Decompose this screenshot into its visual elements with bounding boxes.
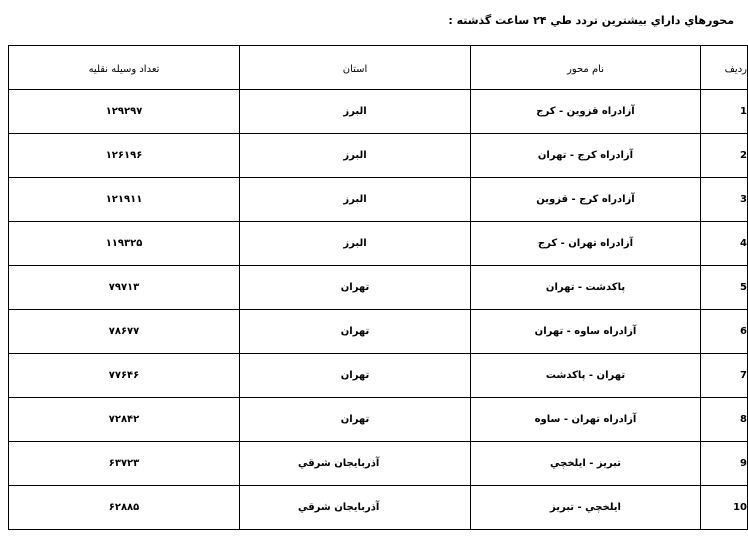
road-name: آزادراه تهران - كرج <box>471 222 701 266</box>
table-caption: محورهاي داراي بيشترين تردد طي ۲۴ ساعت گذشته : <box>448 14 734 27</box>
vehicle-count: ۷۲۸۴۲ <box>9 398 240 442</box>
province: آذربايجان شرقي <box>240 486 471 530</box>
province: البرز <box>240 134 471 178</box>
row-number: 3 <box>700 178 747 222</box>
road-name: آزادراه كرج - قزوين <box>471 178 701 222</box>
row-number: 1 <box>700 90 747 134</box>
vehicle-count: ۷۹۷۱۳ <box>9 266 240 310</box>
table-row <box>9 90 748 134</box>
table-row <box>9 398 748 442</box>
province: البرز <box>240 90 471 134</box>
province: البرز <box>240 178 471 222</box>
road-name: آزادراه ساوه - تهران <box>471 310 701 354</box>
header-province: استان <box>240 46 471 90</box>
province: تهران <box>240 310 471 354</box>
vehicle-count: ۱۲۱۹۱۱ <box>9 178 240 222</box>
row-number: 5 <box>700 266 747 310</box>
province: البرز <box>240 222 471 266</box>
table-row <box>9 310 748 354</box>
province: تهران <box>240 354 471 398</box>
province: آذربايجان شرقي <box>240 442 471 486</box>
road-name: پاكدشت - تهران <box>471 266 701 310</box>
row-number: 6 <box>700 310 747 354</box>
province: تهران <box>240 398 471 442</box>
road-name: تهران - پاكدشت <box>471 354 701 398</box>
table-row <box>9 134 748 178</box>
vehicle-count: ۶۳۷۲۳ <box>9 442 240 486</box>
traffic-table <box>8 45 748 530</box>
vehicle-count: ۷۷۶۴۶ <box>9 354 240 398</box>
road-name: آزادراه كرج - تهران <box>471 134 701 178</box>
row-number: 10 <box>700 486 747 530</box>
table-row <box>9 178 748 222</box>
row-number: 4 <box>700 222 747 266</box>
table-row <box>9 486 748 530</box>
header-vehicle-count: تعداد وسيله نقليه <box>9 46 240 90</box>
road-name: ايلخچي - تبريز <box>471 486 701 530</box>
table-header-row <box>9 46 748 90</box>
table-row <box>9 222 748 266</box>
vehicle-count: ۱۱۹۳۲۵ <box>9 222 240 266</box>
row-number: 7 <box>700 354 747 398</box>
header-road-name: نام محور <box>471 46 701 90</box>
row-number: 9 <box>700 442 747 486</box>
header-row-number: رديف <box>700 46 747 90</box>
vehicle-count: ۷۸۶۷۷ <box>9 310 240 354</box>
vehicle-count: ۱۲۹۲۹۷ <box>9 90 240 134</box>
table-row <box>9 266 748 310</box>
row-number: 8 <box>700 398 747 442</box>
road-name: آزادراه قزوين - كرج <box>471 90 701 134</box>
vehicle-count: ۱۲۶۱۹۶ <box>9 134 240 178</box>
row-number: 2 <box>700 134 747 178</box>
road-name: تبريز - ايلخچي <box>471 442 701 486</box>
vehicle-count: ۶۲۸۸۵ <box>9 486 240 530</box>
traffic-table-container <box>8 45 748 539</box>
table-row <box>9 354 748 398</box>
province: تهران <box>240 266 471 310</box>
road-name: آزادراه تهران - ساوه <box>471 398 701 442</box>
table-row <box>9 442 748 486</box>
